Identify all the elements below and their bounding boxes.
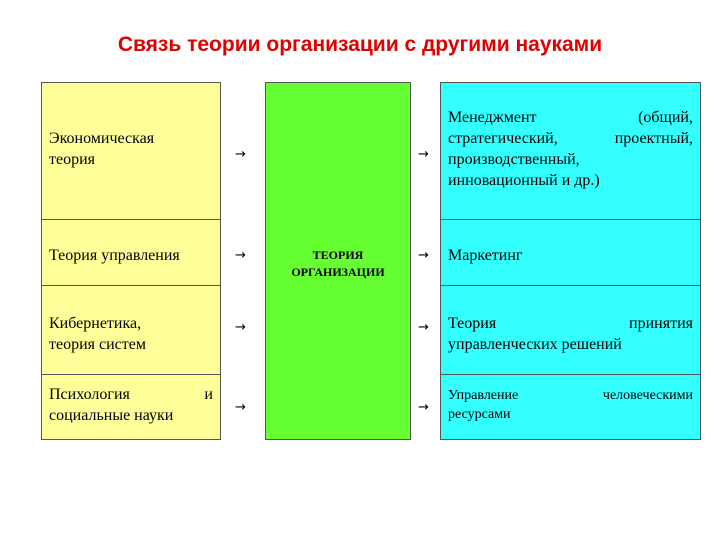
right-cell-line: Теория принятия: [448, 315, 693, 332]
left-cell-line: Теория управления: [49, 247, 180, 264]
center-label: [266, 247, 410, 281]
right-cell-line: Управление человеческими: [448, 388, 693, 403]
left-cell-line: теория: [49, 151, 96, 168]
related-sciences-column: [41, 82, 221, 440]
arrow-right-icon: →: [235, 147, 246, 162]
arrow-right-icon: →: [418, 248, 429, 263]
left-cell-line: Экономическая: [49, 130, 155, 147]
left-cell-line: Кибернетика,: [49, 315, 142, 332]
arrow-right-icon: →: [418, 147, 429, 162]
right-cell-line: Менеджмент (общий,: [448, 109, 693, 126]
applied-disciplines-column: [440, 82, 701, 440]
right-cell-line: инновационный и др.): [448, 172, 600, 189]
right-cell-management: [441, 107, 700, 191]
organization-theory-box: [265, 82, 411, 440]
right-cell-hr: [441, 374, 700, 440]
page-title: Связь теории организации с другими науками: [117, 33, 603, 56]
arrow-right-icon: →: [235, 248, 246, 263]
right-cell-line: стратегический, проектный,: [448, 130, 693, 147]
arrow-right-icon: →: [418, 400, 429, 415]
center-label-line: ОРГАНИЗАЦИИ: [291, 265, 385, 279]
left-cell-line: социальные науки: [49, 407, 174, 424]
left-cell-line: теория систем: [49, 336, 146, 353]
left-cell-cybernetics: [42, 285, 220, 375]
center-label-line: ТЕОРИЯ: [312, 248, 364, 262]
right-cell-line: управленческих решений: [448, 336, 622, 353]
right-cell-line: ресурсами: [448, 407, 511, 422]
left-cell-line: Психология и: [49, 386, 213, 403]
left-cell-psychology: [42, 374, 220, 440]
left-cell-economics: [42, 128, 220, 170]
right-cell-line: Маркетинг: [448, 247, 523, 264]
arrow-right-icon: →: [235, 400, 246, 415]
right-cell-marketing: [441, 219, 700, 286]
right-cell-decision-theory: [441, 285, 700, 375]
arrow-right-icon: →: [235, 320, 246, 335]
arrow-right-icon: →: [418, 320, 429, 335]
left-cell-management-theory: [42, 219, 220, 286]
right-cell-line: производственный,: [448, 151, 580, 168]
